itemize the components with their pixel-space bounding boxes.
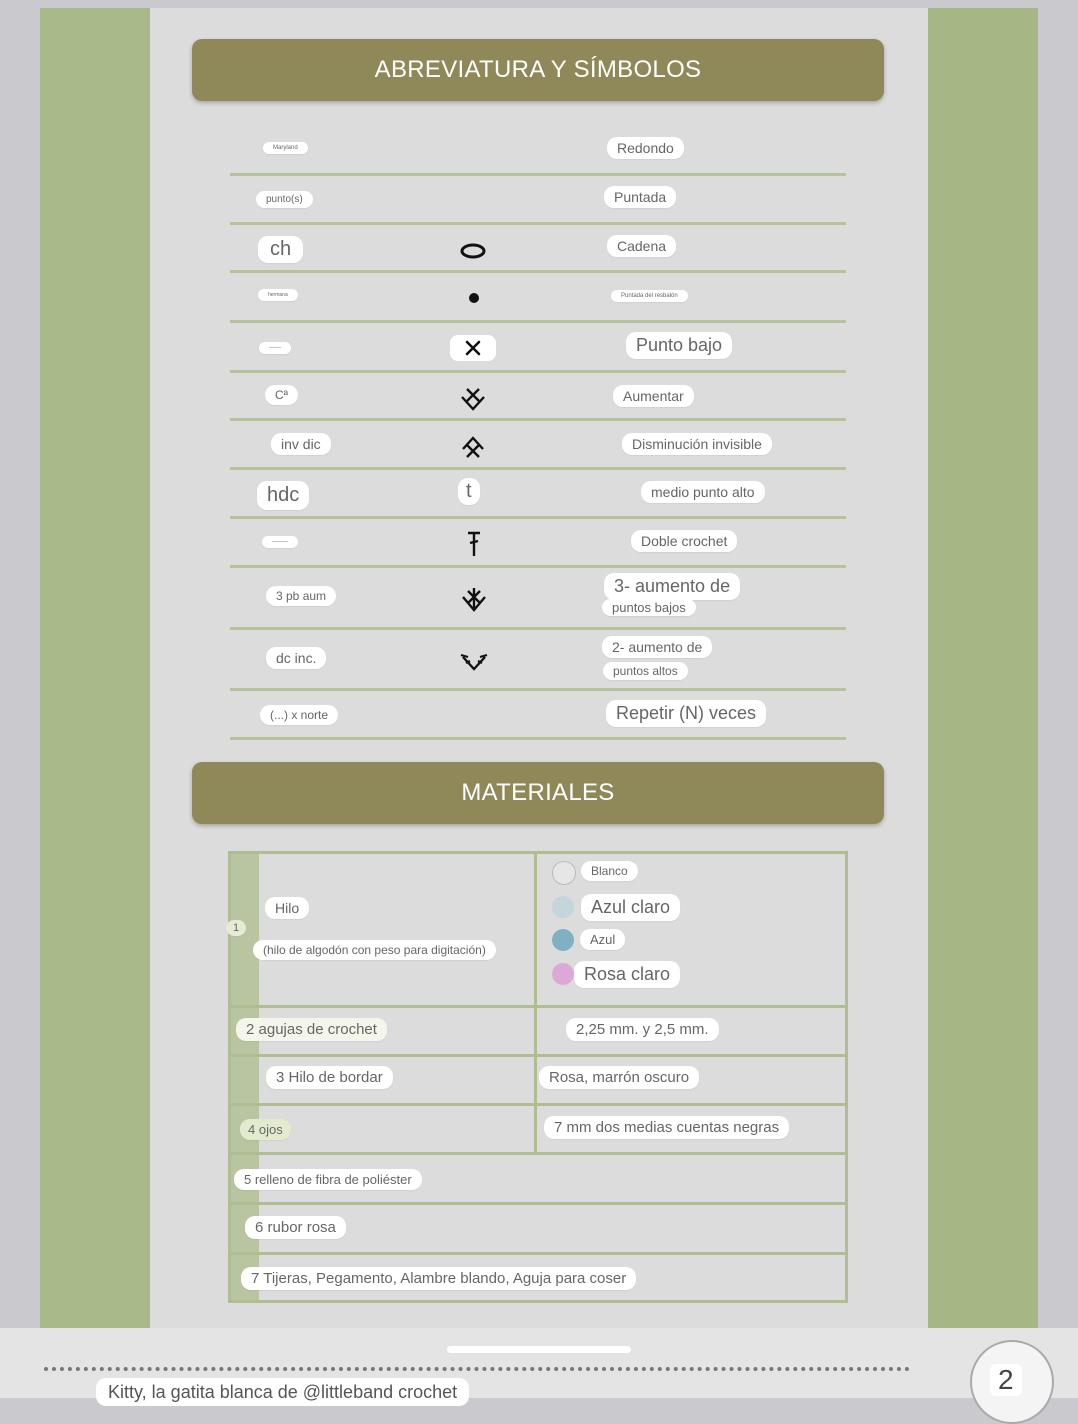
row-divider	[230, 467, 846, 470]
abbr-cell: hdc	[257, 481, 309, 510]
material-value: Rosa, marrón oscuro	[539, 1066, 699, 1089]
color-swatch-light-pink	[552, 963, 574, 985]
row-divider	[230, 516, 846, 519]
material-name: 5 relleno de fibra de poliéster	[234, 1169, 422, 1190]
abbr-cell: ------	[259, 342, 291, 354]
abbr-cell: --------	[262, 536, 298, 548]
material-name: 6 rubor rosa	[245, 1216, 346, 1239]
document-page	[40, 8, 1038, 1328]
material-name: Hilo	[265, 897, 309, 919]
abbr-cell: ch	[258, 236, 303, 263]
materials-title: MATERIALES	[461, 779, 615, 806]
abbr-cell: 3 pb aum	[266, 586, 336, 606]
footer-caption: Kitty, la gatita blanca de @littleband crochet	[96, 1378, 469, 1406]
materials-row-divider	[231, 1005, 845, 1008]
material-value: 7 mm dos medias cuentas negras	[544, 1116, 789, 1139]
row-divider	[230, 370, 846, 373]
meaning-cell: medio punto alto	[641, 481, 765, 503]
material-description: (hilo de algodón con peso para digitación)	[253, 940, 496, 960]
color-swatch-light-blue	[552, 896, 574, 918]
row-divider	[230, 565, 846, 568]
abbreviations-title-banner	[192, 39, 884, 101]
abbr-cell: inv dic	[271, 433, 331, 455]
color-swatch-white	[552, 861, 576, 885]
row-divider	[230, 270, 846, 273]
dotted-divider	[44, 1367, 910, 1371]
color-name: Rosa claro	[574, 961, 680, 988]
row-divider	[230, 320, 846, 323]
left-green-margin	[40, 8, 150, 1328]
color-name: Azul claro	[581, 894, 680, 921]
row-divider	[230, 737, 846, 740]
row-divider	[230, 173, 846, 176]
meaning-cell: Disminución invisible	[622, 433, 772, 455]
increase-icon	[456, 384, 490, 414]
hdc-t-icon: t	[458, 478, 480, 505]
color-swatch-blue	[552, 929, 574, 951]
materials-row-divider	[231, 1202, 845, 1205]
row-divider	[230, 418, 846, 421]
abbr-cell: punto(s)	[256, 191, 313, 208]
chain-oval-icon	[456, 240, 490, 262]
single-crochet-x-icon	[450, 335, 496, 361]
dc-increase-icon	[458, 648, 490, 674]
meaning-cell: Doble crochet	[631, 530, 737, 552]
meaning-cell: Puntada	[604, 186, 676, 208]
materials-row-divider	[231, 1152, 845, 1155]
abbr-cell: dc inc.	[266, 647, 326, 669]
meaning-cell: Repetir (N) veces	[606, 700, 766, 727]
meaning-cell: Punto bajo	[626, 332, 732, 359]
meaning-cell: 3- aumento de	[604, 573, 740, 600]
abbr-cell: (...) x norte	[260, 705, 338, 725]
material-name: 7 Tijeras, Pegamento, Alambre blando, Aguja para coser	[241, 1267, 636, 1290]
meaning-cell: Cadena	[607, 235, 676, 257]
materials-row-divider	[231, 1054, 845, 1057]
abbr-cell: hermana	[258, 289, 298, 301]
abbreviations-title: ABREVIATURA Y SÍMBOLOS	[374, 56, 702, 83]
color-name: Blanco	[581, 861, 638, 881]
meaning-cell: Redondo	[607, 137, 684, 159]
row-divider	[230, 627, 846, 630]
material-name: 3 Hilo de bordar	[266, 1066, 393, 1089]
invisible-decrease-icon	[458, 432, 488, 462]
abbr-cell: Maryland	[263, 142, 308, 154]
slip-stitch-dot-icon	[464, 288, 484, 308]
meaning-cell: 2- aumento de	[602, 636, 712, 658]
meaning-cell: Aumentar	[613, 385, 694, 407]
right-green-margin	[928, 8, 1038, 1328]
item-number: 1	[226, 920, 246, 936]
materials-row-divider	[231, 1103, 845, 1106]
material-name: 4 ojos	[240, 1119, 291, 1140]
row-divider	[230, 222, 846, 225]
meaning-cell-line2: puntos altos	[603, 662, 688, 680]
materials-row-divider	[231, 1252, 845, 1255]
color-name: Azul	[580, 929, 625, 950]
page-number: 2	[990, 1364, 1022, 1396]
material-value: 2,25 mm. y 2,5 mm.	[566, 1018, 719, 1041]
meaning-cell: Puntada del resbalón	[611, 290, 688, 302]
row-divider	[230, 688, 846, 691]
page-number-badge	[970, 1340, 1054, 1424]
materials-title-banner	[192, 762, 884, 824]
triple-increase-icon	[458, 583, 490, 615]
column-divider	[534, 854, 537, 1152]
double-crochet-icon	[464, 529, 484, 559]
meaning-cell-line2: puntos bajos	[602, 599, 696, 616]
home-indicator[interactable]	[447, 1346, 631, 1353]
abbr-cell: Cª	[265, 385, 298, 405]
material-name: 2 agujas de crochet	[236, 1018, 387, 1041]
